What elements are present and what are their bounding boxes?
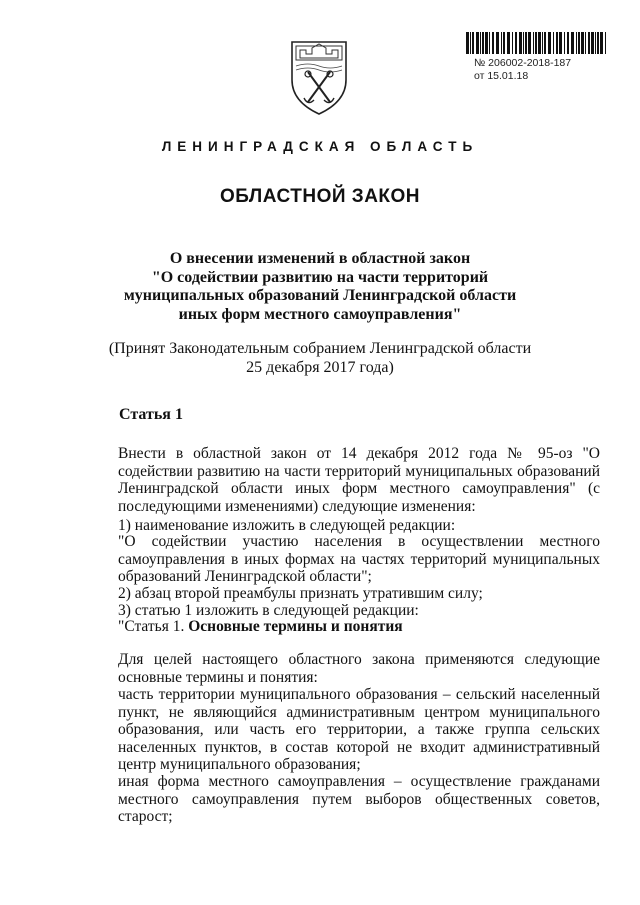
paragraph-text: Внести в областной закон от 14 декабря 2012 года № 95-оз "О содействии развитию на части территорий муниципальных образований Ленинградской области иных форм местного самоуправления" (с последующими изменениями) следующие изменения: bbox=[118, 445, 600, 515]
barcode-icon bbox=[466, 32, 606, 54]
paragraph-text: иная форма местного самоуправления – осуществление гражданами местного самоуправления путем выборов общественных советов, старост; bbox=[118, 773, 600, 826]
paragraph-text: 2) абзац второй преамбулы признать утратившим силу; bbox=[118, 585, 483, 602]
law-title bbox=[0, 250, 640, 324]
paragraph-text: 3) статью 1 изложить в следующей редакции: bbox=[118, 602, 419, 619]
registration-date: от 15.01.18 bbox=[474, 70, 529, 82]
law-title-line: "О содействии развитию на части территорий bbox=[151, 268, 489, 286]
coat-of-arms-emblem-icon bbox=[288, 36, 350, 116]
article-paragraph bbox=[84, 585, 600, 603]
quoted-article-heading bbox=[84, 618, 600, 636]
law-title-line: О внесении изменений в областной закон bbox=[169, 250, 471, 267]
article-paragraph bbox=[84, 445, 600, 515]
article-paragraph bbox=[84, 618, 600, 636]
article-paragraph bbox=[84, 651, 600, 686]
adoption-note-line: 25 декабря 2017 года) bbox=[246, 358, 394, 376]
law-title-line: иных форм местного самоуправления" bbox=[178, 305, 462, 323]
registration-stamp bbox=[474, 57, 571, 83]
region-name: ЛЕНИНГРАДСКАЯ ОБЛАСТЬ bbox=[161, 139, 479, 154]
adoption-note bbox=[0, 340, 640, 377]
law-title-line: муниципальных образований Ленинградской области bbox=[123, 287, 517, 304]
paragraph-text: Для целей настоящего областного закона применяются следующие основные термины и понятия: bbox=[118, 651, 600, 686]
paragraph-text: часть территории муниципального образования – сельский населенный пункт, не являющийся административным центром муниципального образования, или часть его территории, а также группа сельских населенных пунктов, в состав которой не входит административный центр муниципального образования; bbox=[118, 686, 600, 774]
article-heading: Статья 1 bbox=[119, 406, 183, 423]
quoted-article-title: Основные термины и понятия bbox=[188, 618, 403, 635]
law-type-heading: ОБЛАСТНОЙ ЗАКОН bbox=[219, 186, 421, 207]
article-paragraph bbox=[84, 686, 600, 774]
registration-number: № 206002-2018-187 bbox=[474, 57, 572, 69]
adoption-note-line: (Принят Законодательным собранием Ленинградской области bbox=[108, 340, 532, 357]
article-paragraph bbox=[84, 533, 600, 586]
article-paragraph bbox=[84, 602, 600, 620]
article-paragraph bbox=[84, 517, 600, 535]
article-paragraph bbox=[84, 773, 600, 826]
paragraph-text: 1) наименование изложить в следующей редакции: bbox=[118, 517, 456, 534]
paragraph-text: "О содействии участию населения в осуществлении местного самоуправления в иных формах на частях территорий муниципальных образований Ленинградской области"; bbox=[118, 533, 600, 586]
quoted-article-prefix: "Статья 1. bbox=[118, 618, 189, 635]
